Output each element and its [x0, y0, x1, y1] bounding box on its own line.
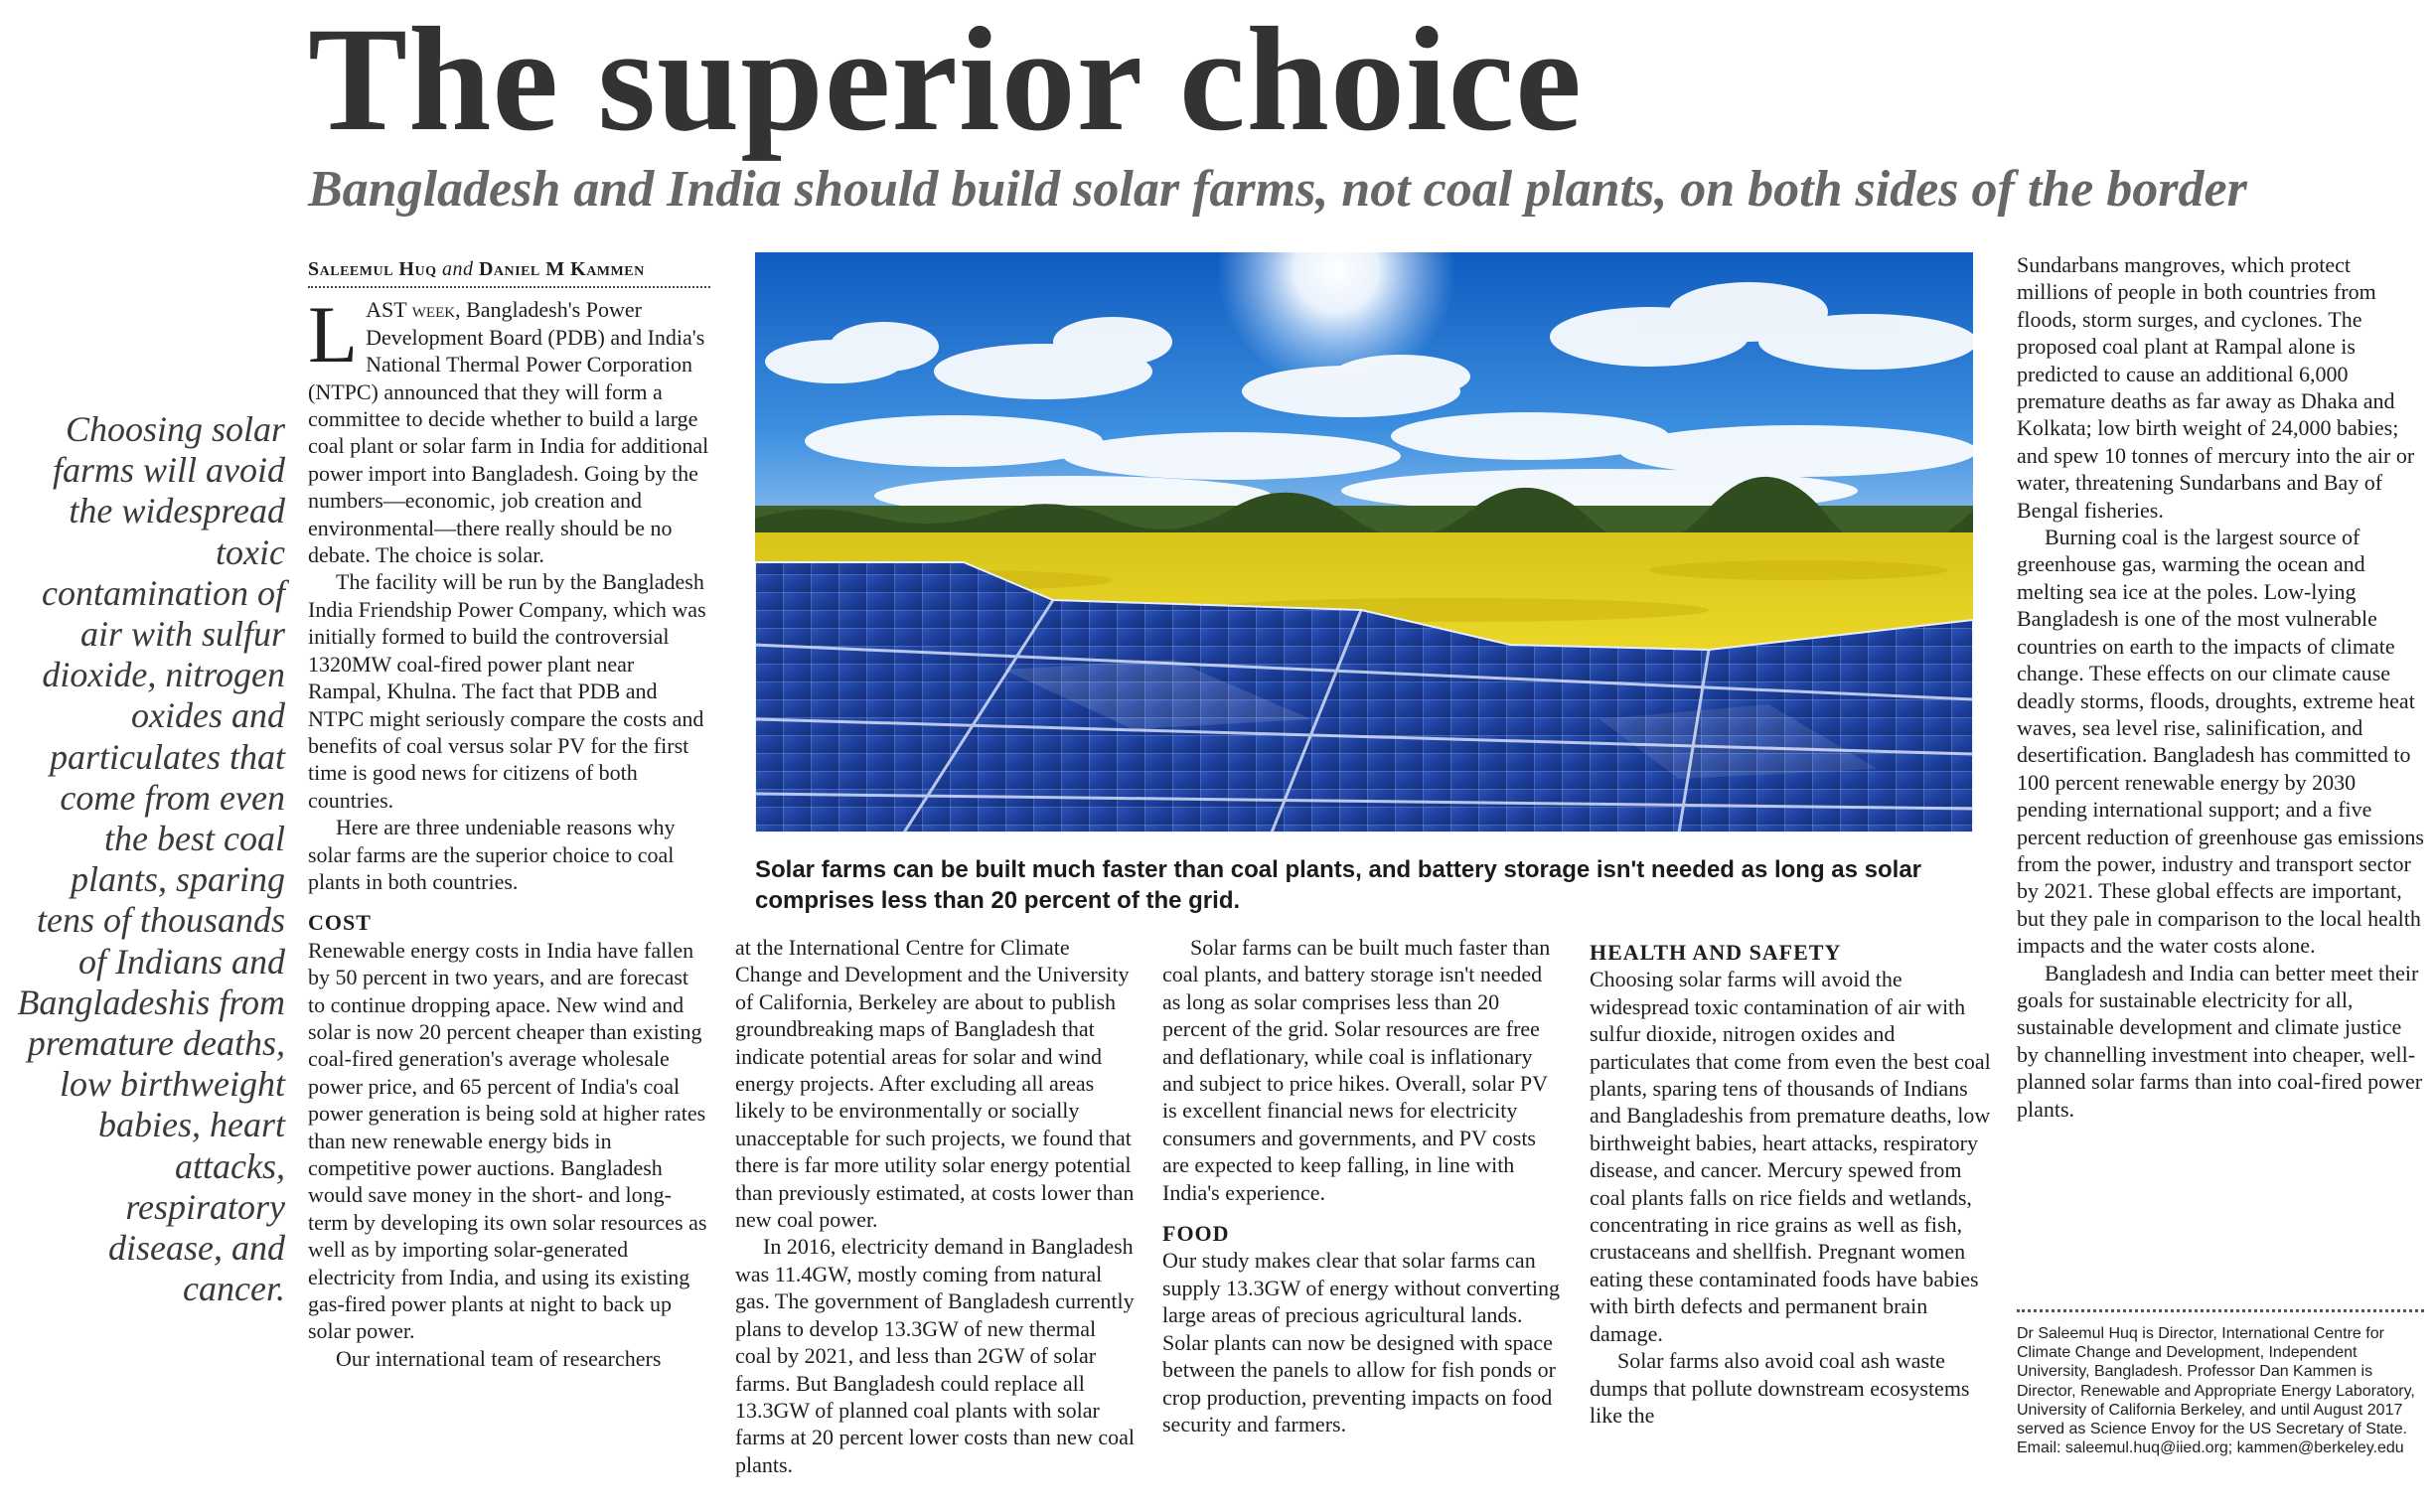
byline — [308, 256, 710, 288]
lead-caps: AST week — [366, 297, 456, 323]
paragraph: Solar farms can be built much faster than coal plants, and battery storage isn't needed as long as solar comprises less than 20 percent of the grid. Solar resources are free and deflationary, while coal is inflationary and subject to price hikes. Overall, solar PV is excellent financial news for electricity consumers and governments, and PV costs are expected to keep falling, in line with India's experience. — [1162, 935, 1551, 1205]
pull-quote: Choosing solar farms will avoid the widespread toxic contamination of air with sulfur dioxide, nitrogen oxides and particulates that come from even the best coal plants, sparing tens of thousands of Indians and Bangladeshis from premature deaths, low birthweight babies, heart attacks, respiratory disease, and cancer. — [17, 409, 285, 1309]
paragraph: Here are three undeniable reasons why solar farms are the superior choice to coal plants in both countries. — [308, 815, 676, 894]
author-2: Daniel M Kammen — [478, 258, 645, 280]
paragraph: at the International Centre for Climate Change and Development and the University of California, Berkeley are about to publish groundbreaking maps of Bangladesh that indicate potential areas for solar and wind energy projects. After excluding all areas likely to be environmentally or socially unacceptable for such projects, we found that there is far more utility solar energy potential than previously estimated, at costs lower than new coal power. — [735, 935, 1135, 1233]
paragraph: The facility will be run by the Bangladesh India Friendship Power Company, which was initially formed to build the controversial 1320MW coal-fired power plant near Rampal, Khulna. The fact that PDB and NTPC might seriously compare the costs and benefits of coal versus solar PV for the first time is good news for citizens of both countries. — [308, 569, 706, 813]
article-column-1 — [308, 256, 710, 1372]
paragraph: Bangladesh and India can better meet their goals for sustainable electricity for all, sustainable development and climate justice by channelling investment into cheaper, well-planned solar farms than into coal-fired power plants. — [2017, 960, 2423, 1122]
paragraph: Choosing solar farms will avoid the widespread toxic contamination of air with sulfur dioxide, nitrogen oxides and particulates that come from even the best coal plants, sparing tens of thousands of Indians and Bangladeshis from premature deaths, low birthweight babies, heart attacks, respiratory disease, and cancer. Mercury spewed from coal plants falls on rice fields and wetlands, concentrating in rice grains as well as fish, crustaceans and shellfish. Pregnant women eating these contaminated foods have babies with birth defects and permanent brain damage. — [1590, 967, 1991, 1346]
lead-text: , Bangladesh's Power Development Board (PDB) and India's National Thermal Power Corporation (NTPC) announced that they will form a committee to decide whether to build a large coal plant or solar farm in India for additional power import into Bangladesh. Going by the numbers—economic, job creation and environmental—there really should be no debate. The choice is solar. — [308, 297, 709, 568]
article-column-5 — [2017, 251, 2424, 1123]
section-heading-health-and-safety: HEALTH AND SAFETY — [1590, 940, 1842, 965]
paragraph: Solar farms also avoid coal ash waste dumps that pollute downstream ecosystems like the — [1590, 1348, 1970, 1428]
subheadline: Bangladesh and India should build solar farms, not coal plants, on both sides of the border — [308, 161, 2247, 218]
article-column-2 — [735, 934, 1138, 1478]
paragraph: Renewable energy costs in India have fallen by 50 percent in two years, and are forecast to continue dropping apace. New wind and solar is now 20 percent cheaper than existing coal-fired generation's average wholesale power price, and 65 percent of India's coal power generation is being sold at higher rates than new renewable energy bids in competitive power auctions. Bangladesh would save money in the short- and long-term by developing its own solar resources as well as by importing solar-generated electricity from India, and using its existing gas-fired power plants at night to back up solar power. — [308, 937, 707, 1344]
paragraph: Burning coal is the largest source of greenhouse gas, warming the ocean and melting sea ice at the poles. Low-lying Bangladesh is one of the most vulnerable countries on earth to the impacts of climate change. These effects on our climate cause deadly storms, floods, droughts, extreme heat waves, sea level rise, salinification, and desertification. Bangladesh has committed to 100 percent renewable energy by 2030 pending international support; and a five percent reduction of greenhouse gas emissions from the power, industry and transport sector by 2021. These global effects are important, but they pale in comparison to the local health impacts and the water costs alone. — [2017, 525, 2424, 959]
paragraph: Sundarbans mangroves, which protect millions of people in both countries from floods, storm surges, and cyclones. The proposed coal plant at Rampal alone is predicted to cause an additional 6,000 premature deaths as far away as Dhaka and Kolkata; low birth weight of 24,000 babies; and spew 10 tonnes of mercury into the air or water, threatening Sundarbans and Bay of Bengal fisheries. — [2017, 252, 2415, 523]
paragraph: Our study makes clear that solar farms can supply 13.3GW of energy without converting large areas of precious agricultural lands. Solar plants can now be designed with space between the panels to allow for fish ponds or crop production, preventing impacts on food security and farmers. — [1162, 1248, 1561, 1436]
section-heading-food: FOOD — [1162, 1221, 1230, 1247]
drop-cap: L — [308, 289, 359, 380]
headline: The superior choice — [308, 0, 1583, 162]
section-heading-cost: COST — [308, 910, 372, 936]
author-bio: Dr Saleemul Huq is Director, International Centre for Climate Change and Development, Independent University, Bangladesh. Professor Dan Kammen is Director, Renewable and Appropriate Energy Laboratory, University of California Berkeley, and until August 2017 served as Science Envoy for the US Secretary of State. Email: saleemul.huq@iied.org; kammen@berkeley.edu — [2017, 1309, 2424, 1457]
author-1: Saleemul Huq — [308, 258, 437, 280]
byline-joiner: and — [441, 258, 474, 280]
lead-paragraph — [308, 289, 710, 568]
article-column-4 — [1590, 939, 1992, 1429]
solar-farm-photo — [755, 252, 1973, 832]
photo-caption: Solar farms can be built much faster than coal plants, and battery storage isn't needed as long as solar comprises less than 20 percent of the grid. — [755, 856, 1922, 914]
paragraph: In 2016, electricity demand in Bangladesh was 11.4GW, mostly coming from natural gas. The government of Bangladesh currently plans to develop 13.3GW of new thermal coal by 2021, and less than 2GW of solar farms. But Bangladesh could replace all 13.3GW of planned coal plants with solar farms at 20 percent lower costs than new coal plants. — [735, 1234, 1135, 1477]
paragraph: Our international team of researchers — [336, 1345, 662, 1371]
article-column-3 — [1162, 934, 1565, 1437]
